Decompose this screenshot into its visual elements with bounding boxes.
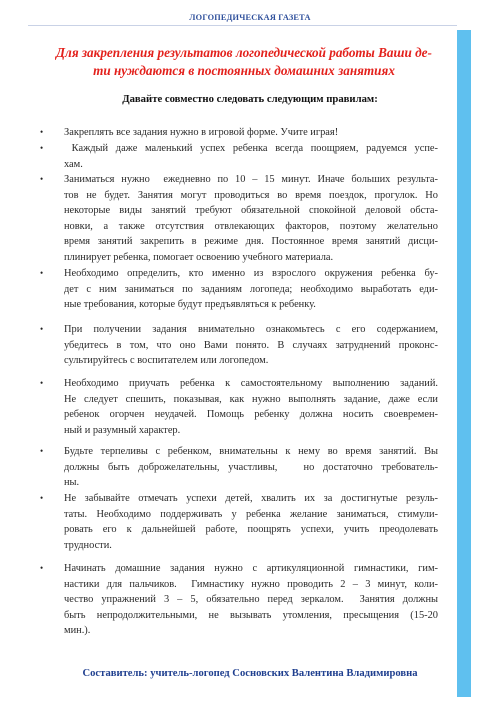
rule-text bbox=[64, 141, 438, 172]
rule-line: ный и разумный характер. bbox=[64, 424, 181, 436]
rule-line: настики для пальчиков. Гимнастику нужно проводить 2 – 3 минут, коли- bbox=[64, 578, 438, 590]
decorative-side-bar bbox=[457, 30, 471, 697]
bullet-icon: • bbox=[40, 446, 44, 456]
rule-text bbox=[64, 491, 438, 553]
rule-line: ровать его к дальнейшей работе, поощрять успехи, учить преодолевать bbox=[64, 524, 438, 536]
rule-line: плинирует ребенка, помогает освоению учебного материала. bbox=[64, 251, 334, 263]
newsletter-title: ЛОГОПЕДИЧЕСКАЯ ГАЗЕТА bbox=[189, 13, 311, 22]
rule-line: сультируйтесь с воспитателем или логопедом. bbox=[64, 355, 269, 367]
rule-text bbox=[64, 266, 438, 313]
rule-line: новки, а также отсутствия отвлекающих факторов, поэтому желательно bbox=[64, 220, 438, 232]
rule-line: Заниматься нужно ежедневно по 10 – 15 минут. Иначе больших результа- bbox=[64, 174, 438, 185]
rule-line: Не следует спешить, показывая, как нужно выполнять задание, даже если bbox=[64, 393, 438, 405]
rule-line: Будьте терпеливы с ребенком, внимательны к нему во время занятий. Вы bbox=[64, 446, 438, 457]
rule-line: Необходимо определить, кто именно из взрослого окружения ребенка бу- bbox=[64, 268, 438, 279]
rule-text bbox=[64, 561, 438, 639]
header-divider bbox=[28, 25, 457, 26]
rule-text bbox=[64, 322, 438, 369]
rules-intro: Давайте совместно следовать следующим правилам: bbox=[122, 93, 378, 105]
rule-text bbox=[64, 376, 438, 438]
rule-line: Необходимо приучать ребенка к самостоятельному выполнению заданий. bbox=[64, 378, 438, 389]
rule-line: Начинать домашние задания нужно с артикуляционной гимнастики, гим- bbox=[64, 563, 438, 574]
rule-line: некоторые виды занятий требуют обязательной спокойной деловой обста- bbox=[64, 205, 438, 217]
rule-line: ребенок огорчен неудачей. Помощь ребенку должна носить своевремен- bbox=[64, 409, 438, 421]
rule-line: Каждый даже маленький успех ребенка всегда поощряем, радуемся успе- bbox=[64, 143, 438, 154]
bullet-icon: • bbox=[40, 324, 44, 334]
rule-line: ны. bbox=[64, 477, 80, 489]
rule-text bbox=[64, 172, 438, 266]
bullet-icon: • bbox=[40, 268, 44, 278]
rule-line: чество упражнений 3 – 5, обязательно перед зеркалом. Занятия должны bbox=[64, 594, 438, 606]
bullet-icon: • bbox=[40, 143, 44, 153]
rule-text bbox=[64, 125, 438, 141]
rule-line: убедитесь в том, что оно Вами понято. В случаях затруднений проконс- bbox=[64, 339, 438, 351]
rule-line: время занятий закрепить в режиме дня. Постоянное время занятий дисци- bbox=[64, 236, 438, 248]
rule-line: ные требования, которые будут предъявляться к ребенку. bbox=[64, 299, 316, 311]
bullet-icon: • bbox=[40, 174, 44, 184]
rule-line: быть непродолжительными, не вызывать утомления, пресыщения (15-20 bbox=[64, 609, 438, 621]
bullet-icon: • bbox=[40, 493, 44, 503]
bullet-icon: • bbox=[40, 378, 44, 388]
rule-text bbox=[64, 444, 438, 491]
headline-line: Для закрепления результатов логопедической работы Ваши де- bbox=[56, 45, 432, 60]
rule-line: трудности. bbox=[64, 539, 112, 551]
rule-line: таты. Необходимо поддерживать у ребенка желание заниматься, стимули- bbox=[64, 508, 438, 520]
headline-line: ти нуждаются в постоянных домашних занятиях bbox=[93, 62, 395, 78]
rule-line: Не забывайте отмечать успехи детей, хвалить их за достигнутые резуль- bbox=[64, 493, 438, 504]
bullet-icon: • bbox=[40, 127, 44, 137]
rule-line: должны быть доброжелательны, участливы, но достаточно требователь- bbox=[64, 461, 438, 473]
rule-line: хам. bbox=[64, 158, 83, 170]
rule-line: тов не будет. Занятия могут проводиться во время поездок, прогулок. Но bbox=[64, 189, 438, 201]
rule-line: дет с ним заниматься по заданиям логопеда; необходимо выработать еди- bbox=[64, 283, 438, 295]
rule-line: Закреплять все задания нужно в игровой форме. Учите играя! bbox=[64, 127, 339, 138]
bullet-icon: • bbox=[40, 563, 44, 573]
rule-line: мин.). bbox=[64, 625, 91, 637]
headline bbox=[44, 44, 444, 79]
rule-line: При получении задания внимательно ознакомьтесь с его содержанием, bbox=[64, 324, 438, 335]
author-credit: Составитель: учитель-логопед Сосновских Валентина Владимировна bbox=[82, 668, 418, 679]
